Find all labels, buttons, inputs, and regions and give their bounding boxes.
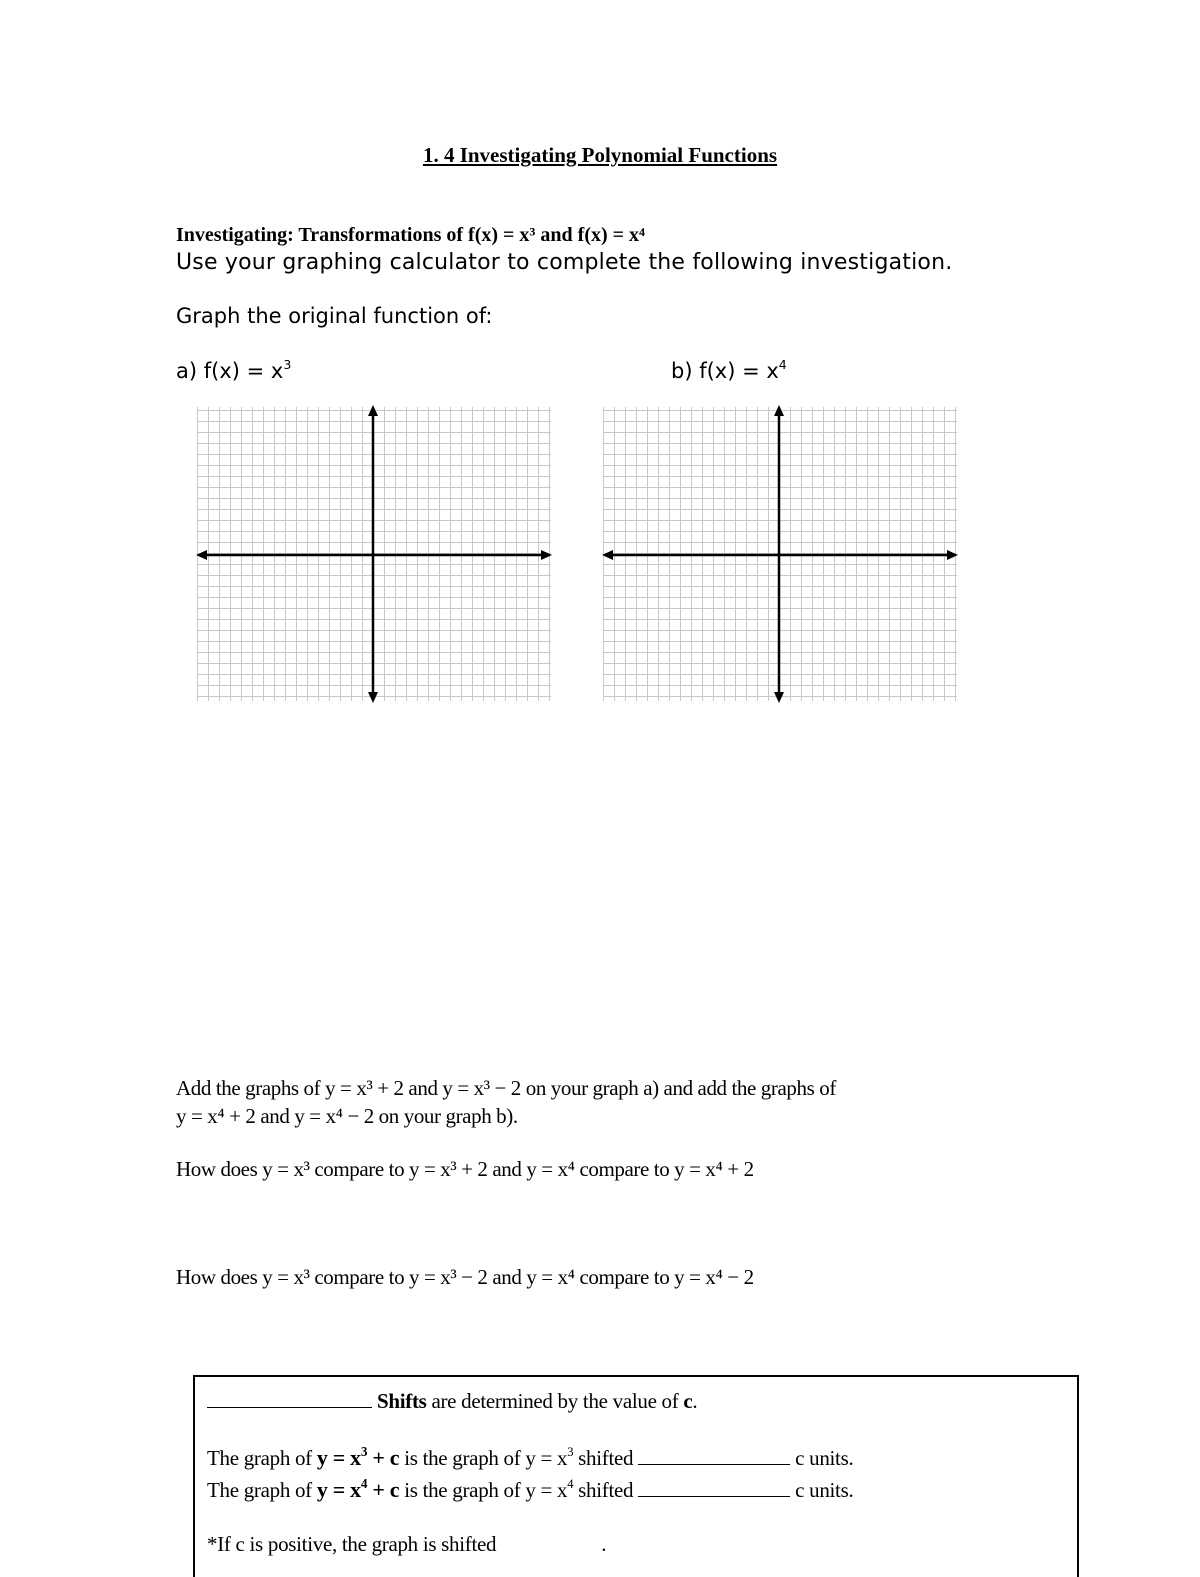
add-graphs-line-1: Add the graphs of y = x³ + 2 and y = x³ − 2 on your graph a) and add the graphs of	[176, 1076, 836, 1100]
x-axis-right-arrow	[541, 550, 552, 560]
y-axis-down-arrow	[368, 692, 378, 703]
cubic-shift-blank[interactable]	[638, 1444, 790, 1465]
page-title: 1. 4 Investigating Polynomial Functions	[422, 143, 778, 167]
y-axis-down-arrow	[774, 692, 784, 703]
graph-a-label: a) $f(x) = x^3$	[176, 357, 292, 383]
quartic-shift-line: The graph of $y = x^4 + c$ is the graph of $y = x^4$ shifted c units.	[207, 1475, 854, 1502]
positive-note: *If c is positive, the graph is shifted .	[207, 1531, 607, 1556]
add-graphs-line-2: y = x⁴ + 2 and y = x⁴ − 2 on your graph b).	[176, 1104, 518, 1128]
shifts-blank[interactable]	[207, 1387, 372, 1408]
graph-a-grid[interactable]	[194, 404, 554, 704]
graph-prompt: Graph the original function of:	[176, 304, 493, 328]
cubic-shift-line: The graph of $y = x^3 + c$ is the graph of $y = x^3$ shifted c units.	[207, 1443, 854, 1470]
subheading: Investigating: Transformations of f(x) = x³ and f(x) = x⁴	[176, 224, 646, 246]
positive-blank[interactable]	[501, 1531, 601, 1551]
graph-b-grid[interactable]	[600, 404, 960, 704]
quartic-shift-blank[interactable]	[638, 1476, 790, 1497]
x-axis-right-arrow	[947, 550, 958, 560]
summary-box	[193, 1375, 1079, 1577]
graph-b-label: b) $f(x) = x^4$	[671, 357, 787, 383]
question-minus: How does y = x³ compare to y = x³ − 2 and y = x⁴ compare to y = x⁴ − 2	[176, 1265, 754, 1289]
instruction: Use your graphing calculator to complete the following investigation.	[176, 250, 953, 275]
shifts-line: Shifts are determined by the value of c.	[207, 1387, 697, 1414]
question-plus: How does y = x³ compare to y = x³ + 2 and y = x⁴ compare to y = x⁴ + 2	[176, 1157, 754, 1181]
